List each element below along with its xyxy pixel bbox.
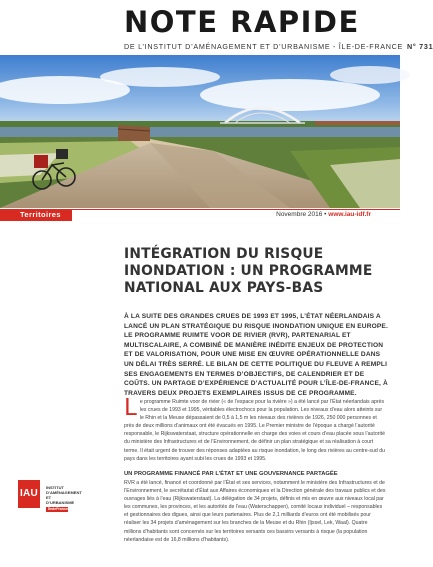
cover-photo	[0, 55, 400, 208]
section-bar	[0, 209, 400, 221]
cover-photo-illustration	[0, 55, 400, 208]
issue-date: Novembre 2016	[276, 211, 323, 218]
publication-title: NOTE RAPIDE	[124, 5, 360, 39]
iau-logo	[18, 480, 40, 508]
website-link[interactable]: www.iau-idf.fr	[328, 211, 371, 218]
issue-number: N° 731	[407, 42, 433, 51]
section-rule	[72, 209, 400, 210]
article-body-intro	[124, 395, 386, 463]
section-tab	[0, 209, 72, 221]
article-body-section: RVR a été lancé, financé et coordonné par l’État et ses services, notamment le ministère des Infrastructures et de l’Environnement, le secrétariat d’État aux Affaires économiques et la Direction générale des travaux publics et des ouvrages liés à l’eau (Rijkswaterstaat). La délégation de 34 projets, définis et mis en œuvre aux niveaux local par les communes, les provinces, et les autorités de l’eau (Waterschappen), comité locaux individuel – responsables et gestionnaires des digues, ainsi que leurs partenaires. Plus de 2,1 milliards d’euros ont été mobilisés pour réaliser les 34 projets d’aménagement sur les branches de la Meuse et du Rhin (Ijssel, Lek, Waal). Quatre millions d’habitants sont concernés sur les territoires versants ces bassins versants à risque (la population néerlandaise est de 16,8 millions d’habitants).	[124, 480, 386, 543]
publication-subtitle-text: DE L’INSTITUT D’AMÉNAGEMENT ET D’URBANISME - ÎLE-DE-FRANCE	[124, 42, 404, 51]
drop-cap: L	[124, 395, 137, 421]
article-title: INTÉGRATION DU RISQUE INONDATION : UN PROGRAMME NATIONAL AUX PAYS-BAS	[124, 246, 373, 296]
institute-name: INSTITUT D’AMÉNAGEMENT ET D’URBANISME	[46, 485, 82, 505]
section-heading: UN PROGRAMME FINANCÉ PAR L’ÉTAT ET UNE GOUVERNANCE PARTAGÉE	[124, 471, 338, 477]
region-badge	[46, 507, 68, 512]
article-lede: À LA SUITE DES GRANDES CRUES DE 1993 ET 1995, L’ÉTAT NÉERLANDAIS A LANCÉ UN PLAN STRATÉGIQUE DU RISQUE INONDATION UNIQUE EN EUROPE. LE PROGRAMME RUIMTE VOOR DE RIVIER (RVR), PARTENARIAL ET MULTISCALAIRE, A COMBINÉ DE MANIÈRE INÉDITE ENJEUX DE PROTECTION ET DE VALORISATION, POUR UNE MISE EN ŒUVRE OPÉRATIONNELLE DANS UN DÉLAI TRÈS SERRÉ. LE BILAN DE CETTE POLITIQUE DU FLEUVE A REMPLI SES ENGAGEMENTS EN TERMES D’OBJECTIFS, DE CALENDRIER ET DE COÛTS. UN PARTAGE D’EXPÉRIENCE D’ACTUALITÉ POUR L’ÎLE-DE-FRANCE, À TRAVERS DEUX PROJETS EXEMPLAIRES ISSUS DE CE PROGRAMME.	[124, 313, 388, 397]
body-text-1: e programme Ruimte voor de rivier (« de l’espace pour la rivière ») a été lancé par l’État néerlandais après les crues de 1993 et 1995, véritables électrochocs pour la population. Les niveaux d’eau alors atteints sur le Rhin et la Meuse dépassaient de 0,5 à 1,5 m les niveaux des rivières de 1926, 250 000 personnes et près de deux millions d’animaux ont été évacués en 1995. Le Premier ministre de l’époque a chargé l’autorité responsable, le Rijkswaterstaat, structure opérationnelle en charge des voies et cours d’eau placée sous l’autorité du ministère des Infrastructures et de l’Environnement, de définir un plan stratégique et sa réalisation à court terme. Il était urgent de trouver des réponses adaptées au risque inondation, le long des rivières au centre-sud du pays dans les territoires ayant subi les crues de 1993 et 1995.	[124, 399, 385, 462]
publication-subtitle	[124, 42, 433, 51]
issue-date-line: Novembre 2016 • www.iau-idf.fr	[276, 211, 371, 218]
region-badge-text: ÎledeFrance	[48, 507, 68, 511]
iau-logo-text: IAU	[19, 488, 39, 499]
section-label: Territoires	[20, 210, 61, 219]
